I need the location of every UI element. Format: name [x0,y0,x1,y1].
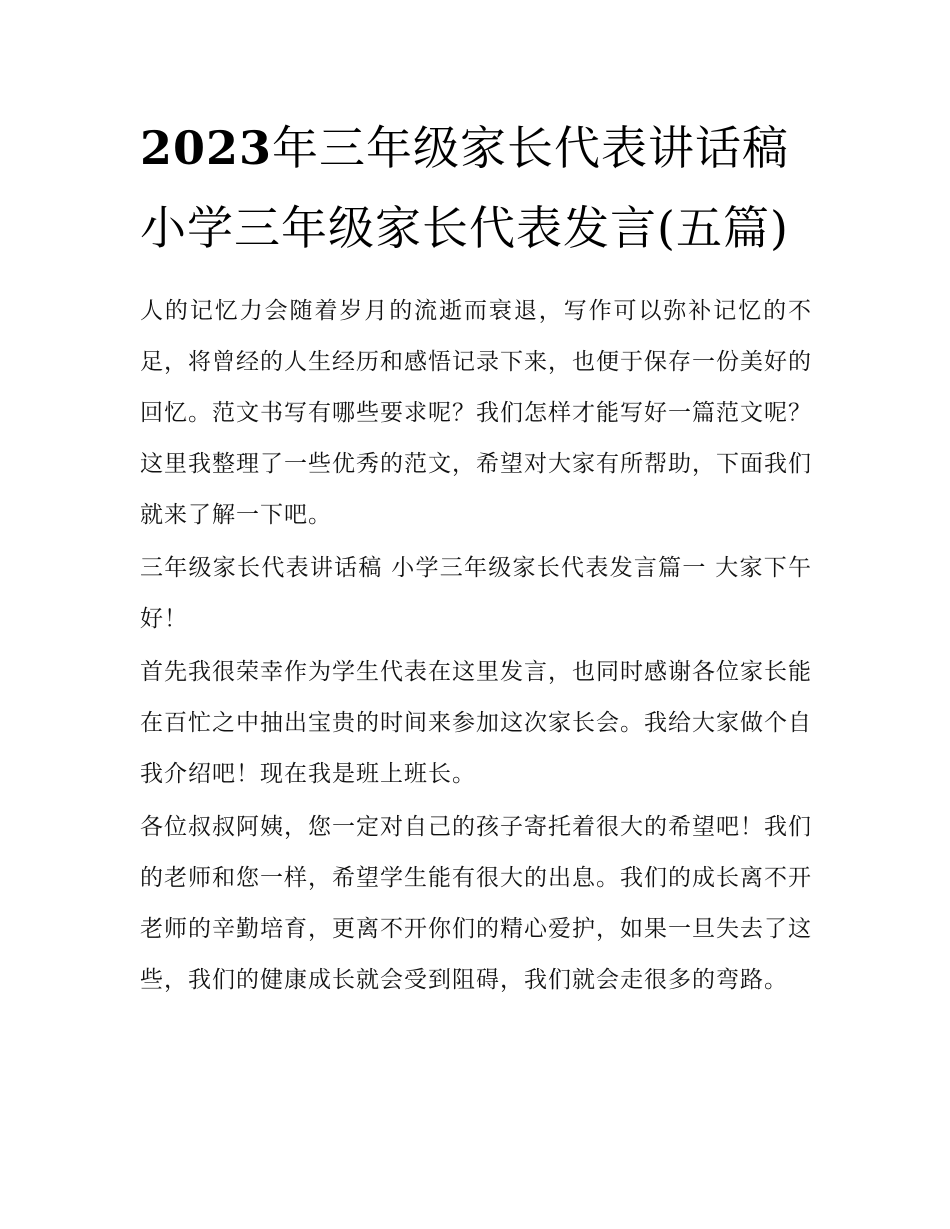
body-paragraph: 首先我很荣幸作为学生代表在这里发言，也同时感谢各位家长能在百忙之中抽出宝贵的时间来参加这次家长会。我给大家做个自我介绍吧！现在我是班上班长。 [140,659,812,787]
document-body [140,286,812,1006]
title-year: 2023 [140,121,273,175]
title-text: 年三年级家长代表讲话稿小学三年级家长代表发言(五篇) [140,121,790,255]
intro-paragraph: 人的记忆力会随着岁月的流逝而衰退，写作可以弥补记忆的不足，将曾经的人生经历和感悟记录下来，也便于保存一份美好的回忆。范文书写有哪些要求呢？我们怎样才能写好一篇范文呢？这里我整理了一些优秀的范文，希望对大家有所帮助，下面我们就来了解一下吧。 [140,298,812,528]
section-heading-paragraph: 三年级家长代表讲话稿 小学三年级家长代表发言篇一 大家下午好！ [140,555,812,632]
body-paragraph: 各位叔叔阿姨，您一定对自己的孩子寄托着很大的希望吧！我们的老师和您一样，希望学生能有很大的出息。我们的成长离不开老师的辛勤培育，更离不开你们的精心爱护，如果一旦失去了这些，我们的健康成长就会受到阻碍，我们就会走很多的弯路。 [140,814,812,993]
document-content [140,108,812,1006]
document-title [140,108,812,268]
